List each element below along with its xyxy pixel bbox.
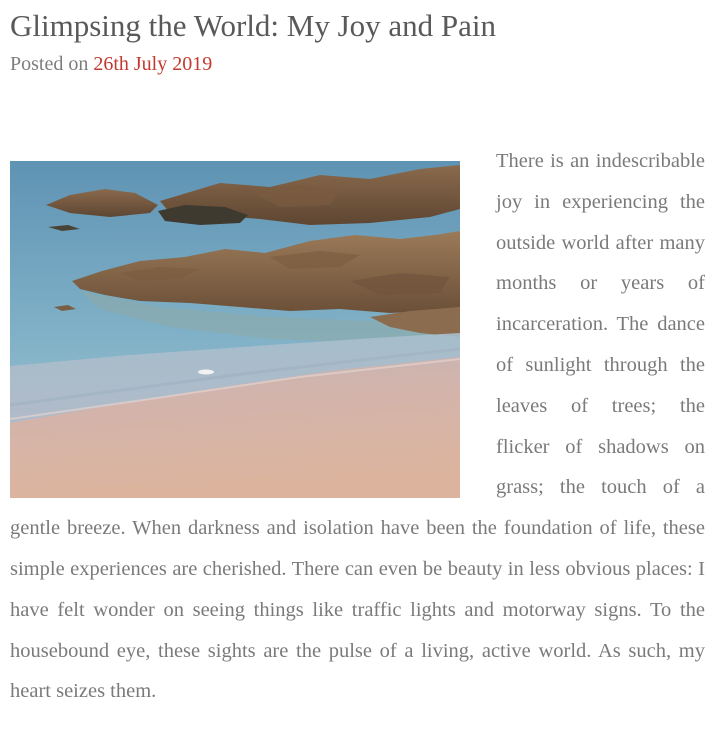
- post-body-text: There is an indescribable joy in experiencing the outside world after many months or years of incarceration. The dance of sunlight through the leaves of trees; the flicker of shadows on grass; the touch of a gentle breeze. When darkness and isolation have been the foundation of life, these simple experiences are cherished. There can even be beauty in less obvious places: I have felt wonder on seeing things like traffic lights and motorway signs. To the housebound eye, these sights are the pulse of a living, active world. As such, my heart seizes them.: [10, 150, 705, 703]
- post-meta: [10, 50, 212, 78]
- posted-on-label: Posted on: [10, 53, 89, 75]
- post-content: [10, 141, 705, 712]
- post-title: Glimpsing the World: My Joy and Pain: [10, 8, 497, 43]
- beach-rocks-photo[interactable]: [10, 161, 460, 498]
- post-date-link[interactable]: 26th July 2019: [93, 53, 213, 75]
